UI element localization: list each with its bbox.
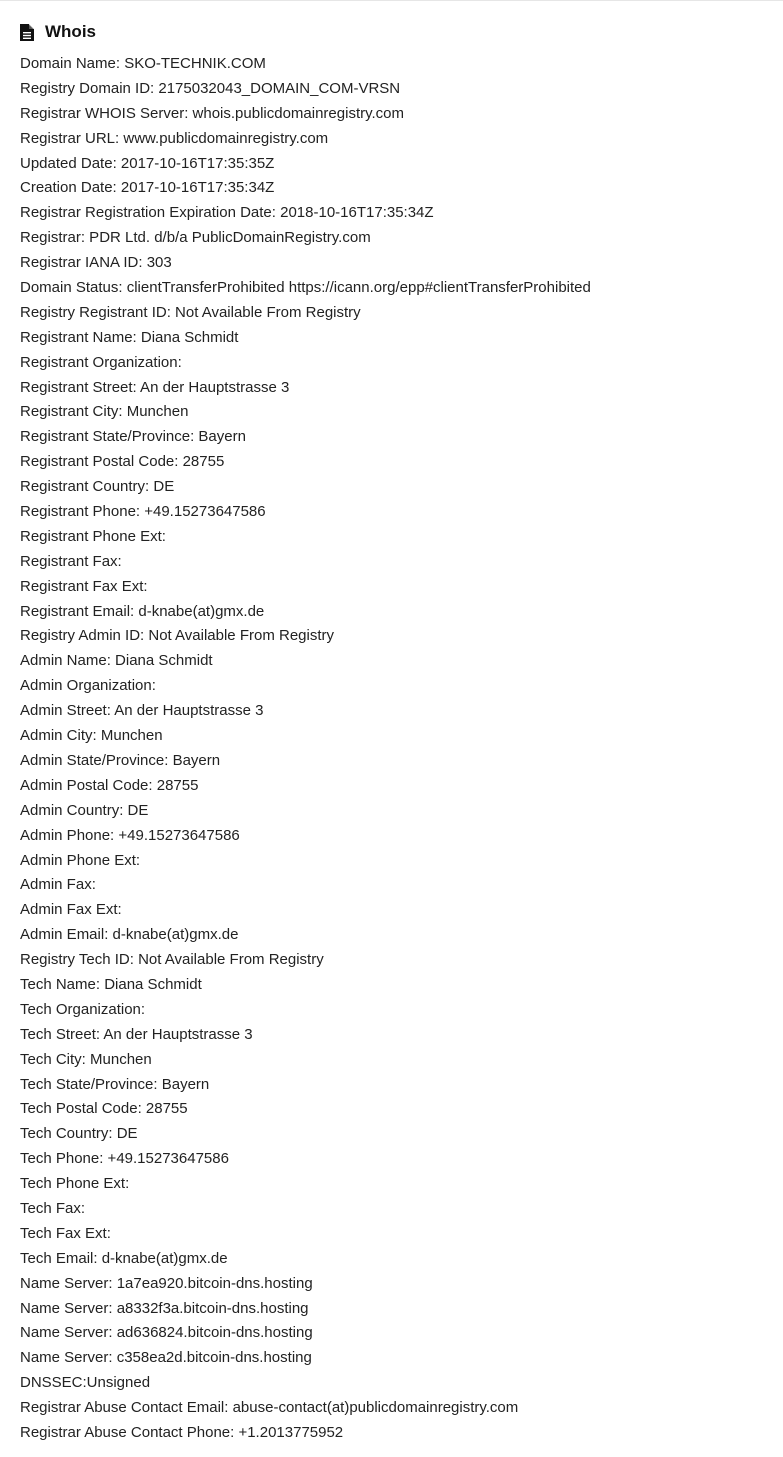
- whois-line: Registrar Abuse Contact Phone: +1.2013775952: [20, 1423, 344, 1441]
- whois-line: Admin Country: DE: [20, 801, 149, 819]
- whois-line: Registry Registrant ID: Not Available From Registry: [20, 303, 361, 321]
- whois-line: Admin Phone: +49.15273647586: [20, 826, 240, 844]
- whois-line: Tech Phone: +49.15273647586: [20, 1150, 229, 1168]
- whois-line: Registrar URL: www.publicdomainregistry.com: [20, 129, 329, 147]
- whois-line: Admin State/Province: Bayern: [20, 751, 221, 769]
- whois-line: Registry Admin ID: Not Available From Registry: [20, 627, 334, 645]
- whois-line: Admin Street: An der Hauptstrasse 3: [20, 702, 264, 720]
- whois-line: Domain Status: clientTransferProhibited https://icann.org/epp#clientTransferProhibited: [20, 279, 591, 297]
- whois-line: Registrant Phone Ext:: [20, 527, 166, 545]
- whois-line: Tech Fax Ext:: [20, 1224, 111, 1242]
- whois-line: Tech Email: d-knabe(at)gmx.de: [20, 1249, 228, 1267]
- whois-line: Tech State/Province: Bayern: [20, 1075, 210, 1093]
- whois-line: Name Server: c358ea2d.bitcoin-dns.hosting: [20, 1349, 312, 1367]
- whois-record-list: [20, 52, 591, 1446]
- whois-line: Registrar Registration Expiration Date: 2018-10-16T17:35:34Z: [20, 204, 434, 222]
- whois-line: Tech Phone Ext:: [20, 1175, 130, 1193]
- whois-line: Domain Name: SKO-TECHNIK.COM: [20, 55, 266, 72]
- whois-line: Registrant Organization:: [20, 353, 182, 371]
- whois-line: Tech Organization:: [20, 1000, 146, 1018]
- whois-line: Tech Street: An der Hauptstrasse 3: [20, 1025, 253, 1043]
- whois-line: Admin City: Munchen: [20, 727, 163, 745]
- whois-line: Registrant Street: An der Hauptstrasse 3: [20, 378, 290, 396]
- whois-line: Admin Postal Code: 28755: [20, 776, 199, 794]
- whois-line: Name Server: ad636824.bitcoin-dns.hosting: [20, 1324, 313, 1342]
- whois-line: Tech Postal Code: 28755: [20, 1100, 188, 1118]
- whois-line: Registry Domain ID: 2175032043_DOMAIN_COM-VRSN: [20, 79, 401, 97]
- document-icon: [20, 24, 34, 41]
- whois-line: Tech Name: Diana Schmidt: [20, 975, 202, 993]
- whois-line: Registrar WHOIS Server: whois.publicdomainregistry.com: [20, 104, 405, 122]
- whois-line: Admin Name: Diana Schmidt: [20, 652, 213, 670]
- whois-line: Registrant State/Province: Bayern: [20, 428, 246, 446]
- whois-line: Registrant Fax:: [20, 552, 122, 570]
- whois-line: Admin Fax Ext:: [20, 901, 122, 919]
- page-title: Whois: [45, 22, 96, 41]
- whois-line: Registrant City: Munchen: [20, 403, 189, 421]
- whois-line: Name Server: 1a7ea920.bitcoin-dns.hosting: [20, 1274, 313, 1292]
- whois-line: Admin Phone Ext:: [20, 851, 141, 869]
- whois-line: Registrar: PDR Ltd. d/b/a PublicDomainRegistry.com: [20, 229, 371, 247]
- whois-line: Registrant Phone: +49.15273647586: [20, 503, 266, 521]
- whois-line: Registry Tech ID: Not Available From Registry: [20, 951, 324, 969]
- whois-line: Registrant Postal Code: 28755: [20, 453, 225, 471]
- whois-line: Registrant Fax Ext:: [20, 577, 148, 595]
- whois-line: Registrant Name: Diana Schmidt: [20, 328, 239, 346]
- whois-line: Tech Country: DE: [20, 1125, 138, 1143]
- whois-line: Registrar IANA ID: 303: [20, 254, 172, 272]
- whois-line: DNSSEC:Unsigned: [20, 1374, 151, 1392]
- whois-header: [20, 21, 96, 43]
- whois-line: Admin Fax:: [20, 876, 96, 894]
- whois-line: Tech City: Munchen: [20, 1050, 152, 1068]
- whois-line: Name Server: a8332f3a.bitcoin-dns.hosting: [20, 1299, 309, 1317]
- whois-line: Creation Date: 2017-10-16T17:35:34Z: [20, 179, 275, 197]
- whois-line: Tech Fax:: [20, 1199, 86, 1217]
- whois-line: Updated Date: 2017-10-16T17:35:35Z: [20, 154, 275, 172]
- whois-line: Admin Organization:: [20, 677, 156, 695]
- whois-line: Admin Email: d-knabe(at)gmx.de: [20, 926, 239, 944]
- whois-line: Registrant Country: DE: [20, 478, 175, 496]
- whois-line: Registrar Abuse Contact Email: abuse-contact(at)publicdomainregistry.com: [20, 1399, 519, 1417]
- whois-line: Registrant Email: d-knabe(at)gmx.de: [20, 602, 265, 620]
